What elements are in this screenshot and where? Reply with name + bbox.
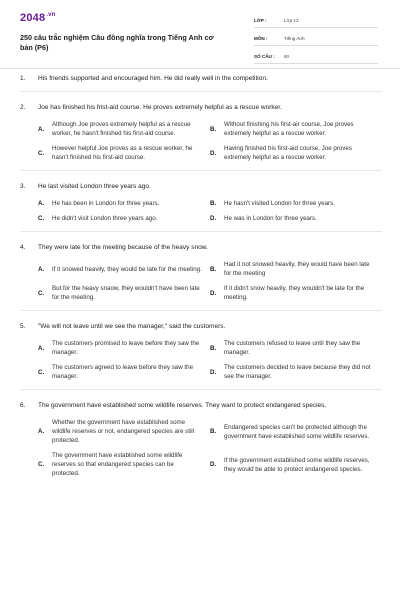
option-b[interactable] — [210, 120, 382, 138]
option-d[interactable] — [210, 363, 382, 381]
option-d[interactable] — [210, 144, 382, 162]
question-number: 4. — [20, 244, 26, 251]
option-c[interactable] — [38, 284, 210, 302]
option-b[interactable] — [210, 199, 382, 208]
answer-options — [38, 339, 382, 381]
option-letter: A. — [38, 344, 45, 352]
question-number: 6. — [20, 402, 26, 409]
question-number: 2. — [20, 104, 26, 111]
option-letter: B. — [210, 200, 217, 207]
question-list — [0, 74, 400, 489]
meta-label: LỚP : — [254, 18, 267, 23]
question-stem — [20, 322, 382, 331]
meta-label: SỐ CÂU : — [254, 54, 275, 59]
option-letter: A. — [38, 200, 45, 207]
answer-options — [38, 120, 382, 162]
option-text: Had it not snowed heavily, they would have been late for the meeting — [224, 261, 370, 277]
option-text: But for the heavy snaow, they wouldn't have been late for the meeting. — [52, 285, 200, 301]
question-divider — [20, 389, 382, 390]
option-text: However helpful Joe proves as a rescue worker, he hasn't finished his first-aid course. — [52, 145, 193, 161]
document-meta — [254, 14, 378, 68]
option-a[interactable] — [38, 418, 210, 445]
question-5 — [20, 322, 382, 390]
option-letter: A. — [38, 428, 45, 435]
question-divider — [20, 231, 382, 232]
option-text: The customers refused to leave until they saw the manager. — [224, 340, 361, 356]
question-stem — [20, 103, 382, 112]
question-number: 1. — [20, 75, 26, 82]
option-letter: D. — [210, 461, 217, 468]
question-stem — [20, 243, 382, 252]
question-divider — [20, 91, 382, 92]
meta-row-grade — [254, 14, 378, 28]
option-letter: D. — [210, 368, 217, 376]
question-4 — [20, 243, 382, 311]
option-text: He has been in London for three years. — [52, 200, 160, 207]
question-divider — [20, 310, 382, 311]
option-letter: C. — [38, 289, 45, 297]
meta-row-count — [254, 50, 378, 64]
option-letter: A. — [38, 265, 45, 273]
question-number: 5. — [20, 323, 26, 330]
question-text: He last visited London three years ago. — [38, 183, 151, 190]
option-letter: A. — [38, 125, 45, 133]
option-c[interactable] — [38, 451, 210, 478]
question-text: The government have established some wildlife reserves. They want to protect endangered species. — [38, 402, 327, 409]
option-text: The customers decided to leave because they did not see the manager. — [224, 364, 371, 380]
option-letter: B. — [210, 344, 217, 352]
option-a[interactable] — [38, 199, 210, 208]
meta-value: Tiếng Anh — [284, 36, 305, 41]
option-text: Whether the government have established some wildlife reserves or not, endangered species are still protected. — [52, 419, 195, 444]
question-number: 3. — [20, 183, 26, 190]
option-letter: B. — [210, 125, 217, 133]
option-text: If the government established some wildlife reserves, they would be able to protect endangered species. — [224, 456, 370, 473]
logo-text: 2048 — [20, 12, 46, 24]
option-text: Having finished his first-aid course, Joe proves extremely helpful as a rescue worker. — [224, 145, 352, 161]
question-stem — [20, 74, 382, 83]
option-text: The customers promised to leave before they saw the manager. — [52, 340, 200, 356]
option-text: The government have established some wildlife reserves so that endangered species can be protected. — [52, 452, 183, 477]
question-2 — [20, 103, 382, 171]
option-d[interactable] — [210, 451, 382, 478]
document-title: 250 câu trắc nghiệm Câu đồng nghĩa trong Tiếng Anh cơ bản (P6) — [20, 33, 214, 52]
option-d[interactable] — [210, 214, 382, 223]
option-text: He didn't visit London three years ago. — [52, 215, 158, 222]
answer-options — [38, 418, 382, 478]
option-text: Without finishing his first-air course, Joe proves extremely helpful as a rescue worker. — [224, 121, 354, 137]
option-letter: D. — [210, 289, 217, 297]
meta-value: 50 — [284, 54, 290, 59]
meta-label: MÔN : — [254, 36, 268, 41]
option-letter: B. — [210, 428, 217, 435]
option-b[interactable] — [210, 418, 382, 445]
option-text: If it snowed heavily, they would be late for the meeting. — [52, 265, 202, 273]
option-c[interactable] — [38, 214, 210, 223]
document-header — [0, 0, 400, 66]
option-letter: D. — [210, 149, 217, 157]
logo-suffix: .vn — [46, 12, 56, 19]
option-d[interactable] — [210, 284, 382, 302]
meta-value: Lớp 12 — [284, 18, 299, 23]
option-letter: D. — [210, 215, 217, 222]
option-c[interactable] — [38, 363, 210, 381]
question-text: Joe has finished his frist-aid course. He proves extremely helpful as a rescue worker. — [38, 104, 282, 111]
option-b[interactable] — [210, 260, 382, 278]
question-3 — [20, 182, 382, 232]
question-1 — [20, 74, 382, 92]
option-text: If it didn't snow heavily, they wouldn't be late for the meeting. — [224, 285, 365, 301]
header-divider — [0, 68, 400, 69]
question-6 — [20, 401, 382, 478]
option-a[interactable] — [38, 339, 210, 357]
option-text: He was in London for three years. — [224, 215, 317, 222]
question-text: His friends supported and encouraged him. He did really well in the competition. — [38, 75, 268, 82]
answer-options — [38, 260, 382, 302]
option-letter: B. — [210, 265, 217, 273]
answer-options — [38, 199, 382, 223]
option-letter: C. — [38, 368, 45, 376]
question-text: They were late for the meeting because of the heavy snow. — [38, 244, 208, 251]
option-a[interactable] — [38, 260, 210, 278]
question-divider — [20, 170, 382, 171]
option-a[interactable] — [38, 120, 210, 138]
option-c[interactable] — [38, 144, 210, 162]
option-letter: C. — [38, 461, 45, 468]
option-b[interactable] — [210, 339, 382, 357]
option-text: Endangered species can't be protected although the government have established some wildlife reserves. — [224, 423, 370, 440]
option-letter: C. — [38, 149, 45, 157]
option-text: He hasn't visited London for three years. — [224, 200, 335, 207]
question-stem — [20, 182, 382, 191]
site-logo[interactable] — [20, 12, 56, 24]
option-letter: C. — [38, 215, 45, 222]
option-text: Although Joe proves extremely helpful as a rescue worker, he hasn't finished his first-aid course. — [52, 121, 191, 137]
question-stem — [20, 401, 382, 410]
question-text: "We will not leave until we see the manager," said the customers. — [38, 323, 226, 330]
option-text: The customers agreed to leave before they saw the manager. — [52, 364, 194, 380]
meta-row-subject — [254, 32, 378, 46]
